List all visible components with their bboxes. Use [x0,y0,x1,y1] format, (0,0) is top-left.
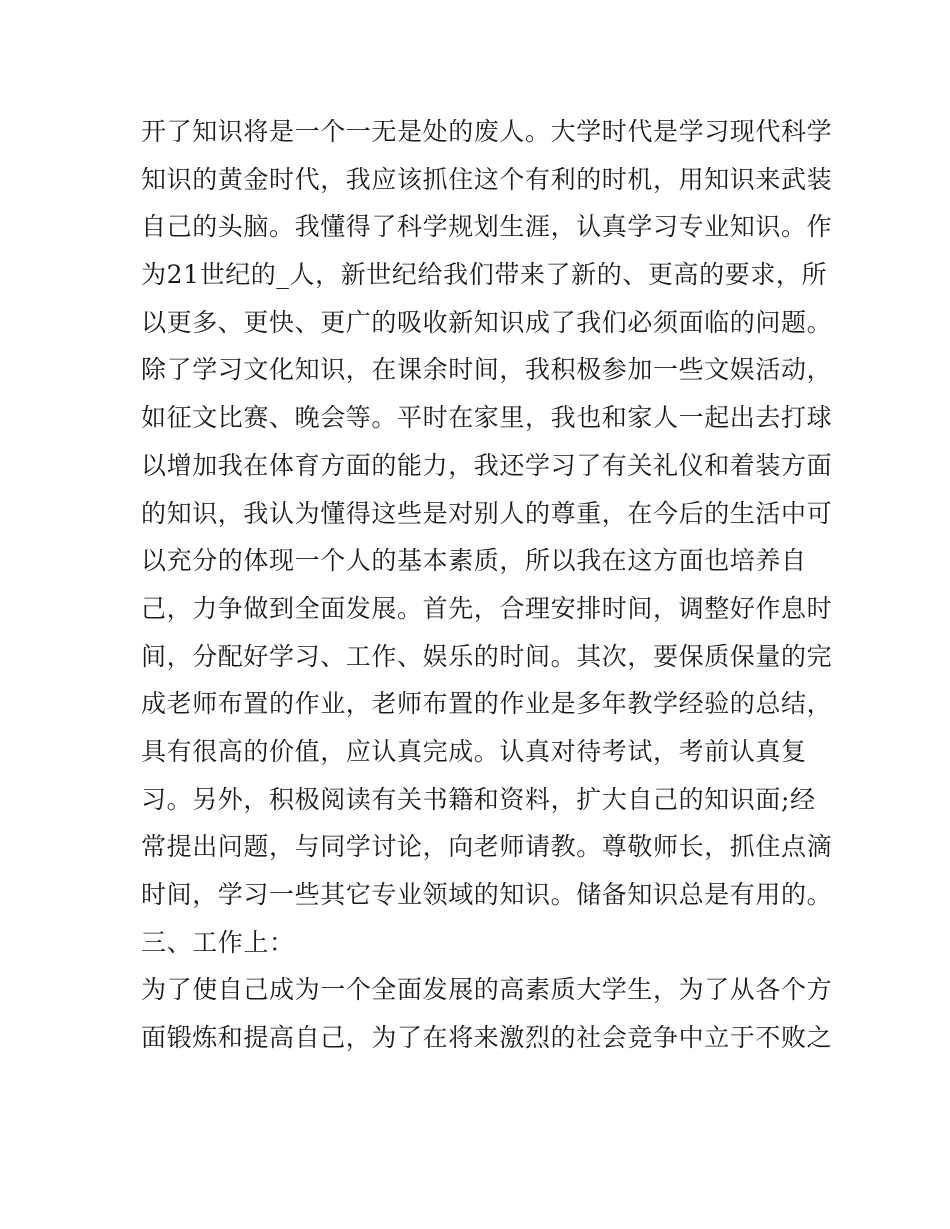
text-line: 以增加我在体育方面的能力，我还学习了有关礼仪和着装方面 [141,450,833,480]
text-line: 以更多、更快、更广的吸收新知识成了我们必须面临的问题。 [141,307,833,337]
text-line: 以充分的体现一个人的基本素质，所以我在这方面也培养自 [141,546,807,576]
body-text [141,108,833,1062]
text-line: 成老师布置的作业，老师布置的作业是多年教学经验的总结， [141,689,833,719]
text-line: 开了知识将是一个一无是处的废人。大学时代是学习现代科学 [141,117,833,146]
text-line: 如征文比赛、晚会等。平时在家里，我也和家人一起出去打球 [141,403,833,433]
text-line: 的知识，我认为懂得这些是对别人的尊重，在今后的生活中可 [141,498,833,528]
text-line: 己，力争做到全面发展。首先，合理安排时间，调整好作息时 [141,593,833,623]
text-line: 具有很高的价值，应认真完成。认真对待考试，考前认真复 [141,736,807,766]
text-line: 时间，学习一些其它专业领域的知识。储备知识总是有用的。 [141,880,833,909]
text-line: 常提出问题，与同学讨论，向老师请教。尊敬师长，抓住点滴 [141,832,833,862]
text-line: 除了学习文化知识，在课余时间，我积极参加一些文娱活动， [141,355,833,385]
text-line: 间，分配好学习、工作、娱乐的时间。其次，要保质保量的完 [141,641,833,671]
text-line: 为了使自己成为一个全面发展的高素质大学生，为了从各个方 [141,975,833,1005]
text-line: 面锻炼和提高自己，为了在将来激烈的社会竞争中立于不败之 [141,1023,833,1053]
text-line: 习。另外，积极阅读有关书籍和资料，扩大自己的知识面;经 [141,784,816,814]
text-line: 为21世纪的_人，新世纪给我们带来了新的、更高的要求，所 [141,260,828,290]
text-line: 自己的头脑。我懂得了科学规划生涯，认真学习专业知识。作 [141,212,833,242]
text-line: 知识的黄金时代，我应该抓住这个有利的时机，用知识来武装 [141,164,833,194]
section-heading: 三、工作上： [141,927,295,957]
